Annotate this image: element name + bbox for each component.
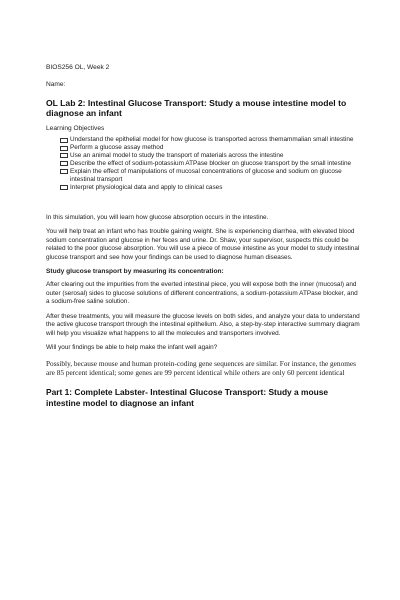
scenario-paragraph: You will help treat an infant who has trouble gaining weight. She is experiencing diarrhea, with elevated blood sodium concentration and glucose in her feces and urine. Dr. Shaw, your supervisor, suspects this could be related to the poor glucose absorption. You will use a piece of mouse intestine as your model to study intestinal glucose transport and see how your findings can be used to diagnose human diseases. (46, 228, 360, 261)
objective-item (60, 168, 362, 184)
objective-text: Understand the epithelial model for how glucose is transported across themammalian small intestine (70, 136, 354, 144)
name-label: Name: (46, 81, 66, 89)
question-paragraph: Will your findings be able to help make the infant well again? (46, 344, 218, 352)
objective-text: Perform a glucose assay method (70, 144, 164, 152)
checkbox-icon[interactable] (60, 161, 68, 166)
analysis-paragraph: After these treatments, you will measure the glucose levels on both sides, and analyze your data to understand the active glucose transport through the intestinal epithelium. Also, a step-by-step interactive summary diagram will help you visualize what happens to all the molecules and transporters involved. (46, 312, 360, 337)
objective-item (60, 152, 362, 160)
objective-item (60, 160, 362, 168)
objective-text: Use an animal model to study the transport of materials across the intestine (70, 152, 284, 160)
lab-title: OL Lab 2: Intestinal Glucose Transport: Study a mouse intestine model to diagnose an infant (46, 97, 347, 119)
procedure-paragraph: After clearing out the impurities from the everted intestinal piece, you will expose both the inner (mucosal) and outer (serosal) sides to glucose solutions of different concentrations, a sodium-potassium ATPase blocker, and a sodium-free saline solution. (46, 281, 358, 306)
checkbox-icon[interactable] (60, 169, 68, 174)
checkbox-icon[interactable] (60, 153, 68, 158)
objective-item (60, 136, 362, 144)
objective-text: Interpret physiological data and apply to clinical cases (70, 183, 223, 191)
objectives-list (46, 136, 362, 191)
answer-paragraph[interactable]: Possibly, because mouse and human protein-coding gene sequences are similar. For instance, the genomes are 85 percent identical; some genes are 99 percent identical while others are only 60 percent identical (46, 358, 356, 377)
document-content (46, 64, 362, 408)
objective-text: Describe the effect of sodium-potassium ATPase blocker on glucose transport by the small intestine (70, 160, 352, 168)
checkbox-icon[interactable] (60, 138, 68, 143)
checkbox-icon[interactable] (60, 185, 68, 190)
objectives-heading: Learning Objectives (46, 125, 105, 132)
section-subheading: Study glucose transport by measuring its concentration: (46, 268, 224, 276)
objective-text: Explain the effect of manipulations of mucosal concentrations of glucose and sodium on glucose intestinal transport (70, 168, 342, 183)
intro-paragraph: In this simulation, you will learn how glucose absorption occurs in the intestine. (46, 213, 269, 221)
objective-item (60, 144, 362, 152)
part1-heading: Part 1: Complete Labster- Intestinal Glucose Transport: Study a mouse intestine model to diagnose an infant (46, 387, 329, 408)
checkbox-icon[interactable] (60, 146, 68, 151)
objective-item (60, 184, 362, 192)
course-label: BIOS256 OL, Week 2 (46, 64, 110, 71)
